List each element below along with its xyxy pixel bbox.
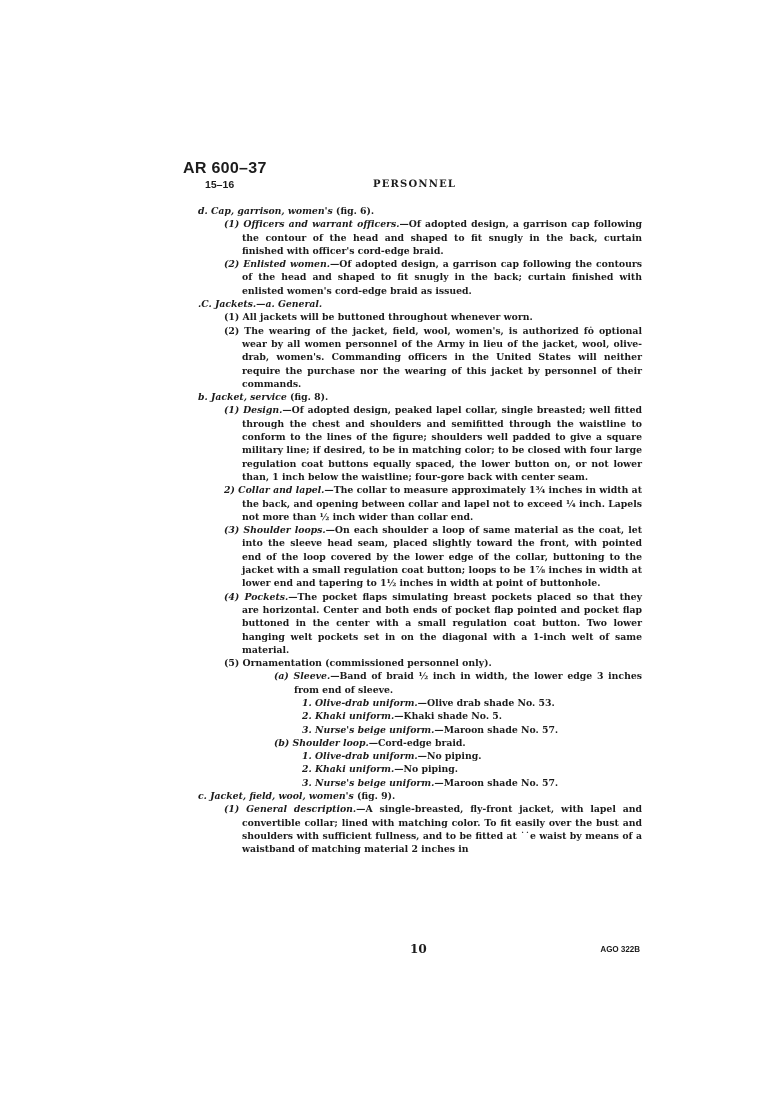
- paragraph-jackets-general: [198, 298, 642, 311]
- paragraph-label: 2. Khaki uniform.: [302, 764, 395, 776]
- paragraph-pockets: [198, 591, 642, 657]
- paragraph-label: (1) Officers and warrant officers.: [224, 219, 400, 231]
- paragraph-officers: [198, 218, 642, 258]
- paragraph-text: —On each shoulder a loop of same material as the coat, let into the sleeve head seam, placed slightly toward the front, with pointed end of the loop covered by the lower edge of the collar, buttoning to the jacket with a small regulation coat button; loops to be 1⅞ inches in width at lower end and tapering to 1½ inches in width at point of buttonhole.: [242, 525, 642, 590]
- paragraph-sleeve-khaki: [198, 710, 642, 723]
- paragraph-label: (4) Pockets.: [224, 591, 289, 603]
- paragraph-text: —Maroon shade No. 57.: [434, 777, 559, 789]
- paragraph-loop-khaki: [198, 763, 642, 776]
- paragraph-label: 3. Nurse's beige uniform.: [302, 724, 435, 736]
- paragraph-text: —Khaki shade No. 5.: [394, 711, 503, 723]
- form-reference: AGO 322B: [600, 945, 640, 954]
- paragraph-text: —Cord-edge braid.: [368, 737, 466, 749]
- paragraph-text: (fig. 8).: [286, 392, 329, 404]
- section-reference: 15–16: [205, 179, 235, 191]
- paragraph-text: Ornamentation (commissioned personnel only).: [239, 658, 492, 670]
- paragraph-label: (5): [224, 658, 240, 670]
- paragraph-jacket-service: [198, 391, 642, 404]
- paragraph-cap-garrison: [198, 205, 642, 218]
- paragraph-ornamentation: [198, 657, 642, 670]
- paragraph-label: 3. Nurse's beige uniform.: [302, 777, 435, 789]
- paragraph-loop-nurse-beige: [198, 777, 642, 790]
- paragraph-text: The wearing of the jacket, field, wool, women's, is authorized fȯ optional wear by all women personnel of the Army in lieu of the jacket, wool, olive-drab, women's. Commanding officers in the United States will neither require the purchase nor the wearing of this jacket by personnel of their commands.: [239, 325, 642, 390]
- paragraph-sleeve: [198, 670, 642, 697]
- paragraph-text: (fig. 6).: [332, 206, 375, 217]
- paragraph-text: —Maroon shade No. 57.: [434, 724, 559, 736]
- paragraph-shoulder-loop: [198, 737, 642, 750]
- paragraph-text: —Of adopted design, a garrison cap following the contour of the head and shaped to fit snugly in the back, curtain finished with officer's cord-edge braid.: [242, 219, 642, 257]
- paragraph-label: (1) General description.: [224, 804, 357, 816]
- paragraph-text: —Of adopted design, a garrison cap following the contours of the head and shaped to fit snugly in the back; curtain finished with enlisted women's cord-edge braid as issued.: [242, 259, 642, 297]
- paragraph-label: d. Cap, garrison, women's: [198, 206, 333, 217]
- paragraph-collar-lapel: [198, 484, 642, 524]
- paragraph-jacket-field-wool: [198, 790, 642, 803]
- paragraph-sleeve-olive-drab: [198, 697, 642, 710]
- paragraph-text: —Of adopted design, peaked lapel collar, single breasted; well fitted through the chest and shoulders and semifitted through the waistline to conform to the lines of the figure; shoulders well padded to give a square military line; if desired, to be in matching color; to be closed with four large regulation coat buttons equally spaced, the lower button on, or not lower than, 1 inch below the waistline; four-gore back with center seam.: [242, 405, 642, 483]
- paragraph-label: 1. Olive-drab uniform.: [302, 697, 418, 709]
- paragraph-text: —No piping.: [394, 764, 459, 776]
- paragraph-shoulder-loops: [198, 524, 642, 590]
- paragraph-text: —A single-breasted, fly-front jacket, with lapel and convertible collar; lined with matching color. To fit easily over the bust and shoulders with sufficient fullness, and to be fitted at ˙˙e waist by means of a waistband of matching material 2 inches in: [242, 804, 642, 856]
- paragraph-loop-olive-drab: [198, 750, 642, 763]
- paragraph-label: .C. Jackets.—a. General.: [198, 299, 323, 311]
- paragraph-enlisted-women: [198, 258, 642, 298]
- paragraph-text: —No piping.: [417, 751, 482, 763]
- paragraph-label: 2. Khaki uniform.: [302, 711, 395, 723]
- paragraph-design: [198, 404, 642, 484]
- paragraph-label: 2) Collar and lapel.: [224, 485, 325, 497]
- paragraph-label: (1): [224, 312, 240, 324]
- paragraph-label: (3) Shoulder loops.: [224, 525, 326, 537]
- body-text: [198, 205, 642, 857]
- paragraph-field-jacket-authorized: [198, 325, 642, 391]
- page-header: [183, 160, 643, 196]
- paragraph-text: —Olive drab shade No. 53.: [417, 697, 555, 709]
- paragraph-text: All jackets will be buttoned throughout whenever worn.: [239, 312, 533, 324]
- paragraph-label: (a) Sleeve.: [274, 671, 331, 683]
- running-title: PERSONNEL: [373, 179, 457, 190]
- paragraph-label: (1) Design.: [224, 405, 283, 417]
- paragraph-label: (2) Enlisted women.: [224, 259, 330, 271]
- paragraph-general-description: [198, 803, 642, 856]
- paragraph-label: c. Jacket, field, wool, women's: [198, 791, 354, 803]
- paragraph-text: —Band of braid ½ inch in width, the lower edge 3 inches from end of sleeve.: [294, 671, 643, 696]
- page-footer: [400, 942, 640, 960]
- paragraph-label: 1. Olive-drab uniform.: [302, 751, 418, 763]
- document-id: AR 600–37: [183, 160, 267, 177]
- paragraph-text: —The collar to measure approximately 1¾ inches in width at the back, and opening between collar and lapel not to exceed ¼ inch. Lapels not more than ½ inch wider than collar end.: [242, 485, 642, 523]
- paragraph-buttoned: [198, 311, 642, 324]
- paragraph-label: (b) Shoulder loop.: [274, 737, 369, 749]
- paragraph-text: (fig. 9).: [353, 791, 396, 803]
- paragraph-sleeve-nurse-beige: [198, 724, 642, 737]
- page-number: 10: [410, 942, 427, 956]
- paragraph-label: b. Jacket, service: [198, 392, 287, 404]
- paragraph-label: (2): [224, 325, 240, 337]
- paragraph-text: —The pocket flaps simulating breast pockets placed so that they are horizontal. Center and both ends of pocket flap pointed and pocket flap buttoned in the center with a small regulation coat button. Two lower hanging welt pockets set in on the diagonal with a 1-inch welt of same material.: [242, 591, 642, 656]
